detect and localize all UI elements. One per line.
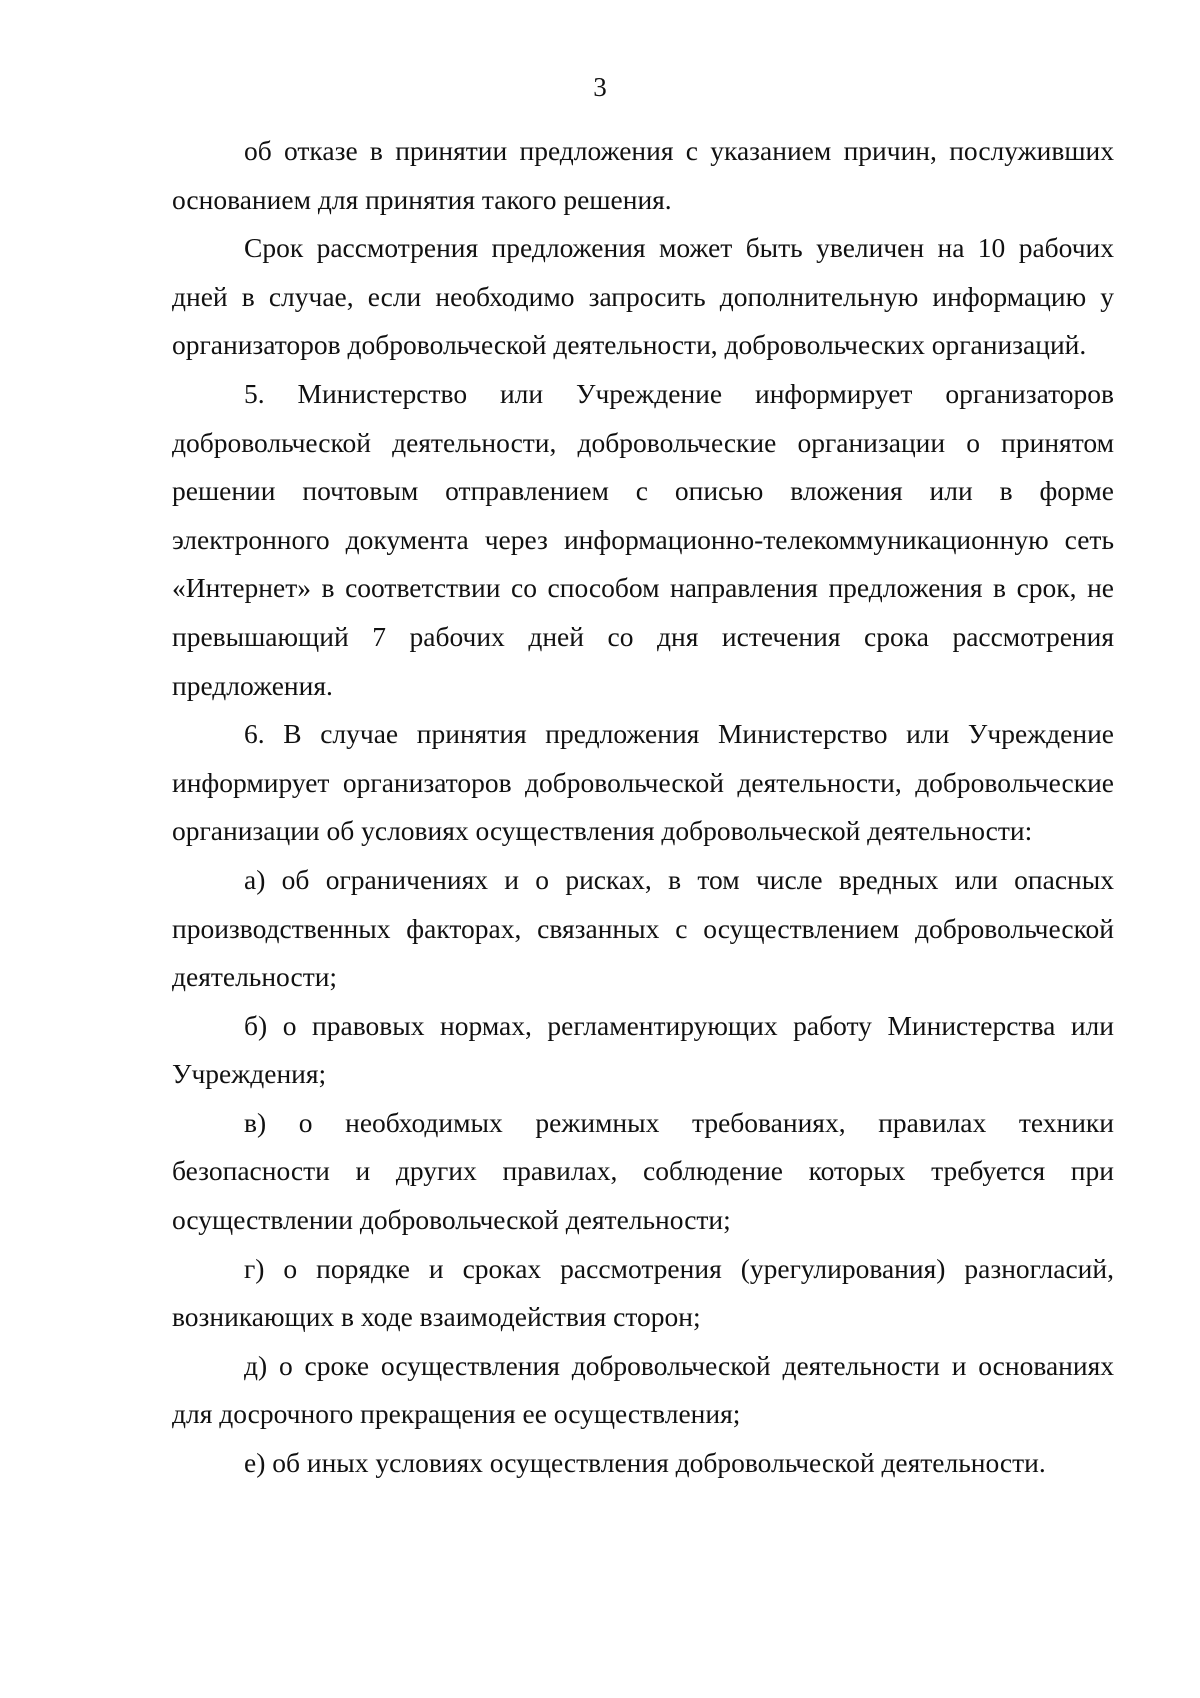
- paragraph-item-5-decision-notification: 5. Министерство или Учреждение информирует организаторов добровольческой деятельности, добровольческие организации о принятом решении почтовым отправлением с описью вложения или в форме электронного документа через информационно-телекоммуникационную сеть «Интернет» в соответствии со способом направления предложения в срок, не превышающий 7 рабочих дней со дня истечения срока рассмотрения предложения.: [172, 377, 1114, 701]
- paragraph-subitem-b-legal-norms: б) о правовых нормах, регламентирующих работу Министерства или Учреждения;: [172, 1009, 1114, 1090]
- paragraph-item-6-acceptance-conditions: 6. В случае принятия предложения Министерство или Учреждение информирует организаторов добровольческой деятельности, добровольческие организации об условиях осуществления добровольческой деятельности:: [172, 718, 1114, 847]
- paragraph-refusal-notice: об отказе в принятии предложения с указанием причин, послуживших основанием для принятия такого решения.: [172, 135, 1114, 215]
- paragraph-subitem-e-other-conditions: е) об иных условиях осуществления добровольческой деятельности.: [244, 1447, 1046, 1479]
- paragraph-review-period-extension: Срок рассмотрения предложения может быть увеличен на 10 рабочих дней в случае, если необходимо запросить дополнительную информацию у организаторов добровольческой деятельности, добровольческих организаций.: [172, 232, 1114, 361]
- page-number: 3: [593, 72, 607, 102]
- paragraph-subitem-a-risks: а) об ограничениях и о рисках, в том числе вредных или опасных производственных факторах, связанных с осуществлением добровольческой деятельности;: [172, 863, 1114, 993]
- paragraph-subitem-g-disputes: г) о порядке и сроках рассмотрения (урегулирования) разногласий, возникающих в ходе взаимодействия сторон;: [172, 1252, 1114, 1333]
- paragraph-subitem-v-safety-rules: в) о необходимых режимных требованиях, правилах техники безопасности и других правилах, соблюдение которых требуется при осуществлении добровольческой деятельности;: [172, 1106, 1114, 1236]
- document-body: [172, 127, 1114, 1488]
- paragraph-subitem-d-term: д) о сроке осуществления добровольческой деятельности и основаниях для досрочного прекращения ее осуществления;: [172, 1349, 1114, 1430]
